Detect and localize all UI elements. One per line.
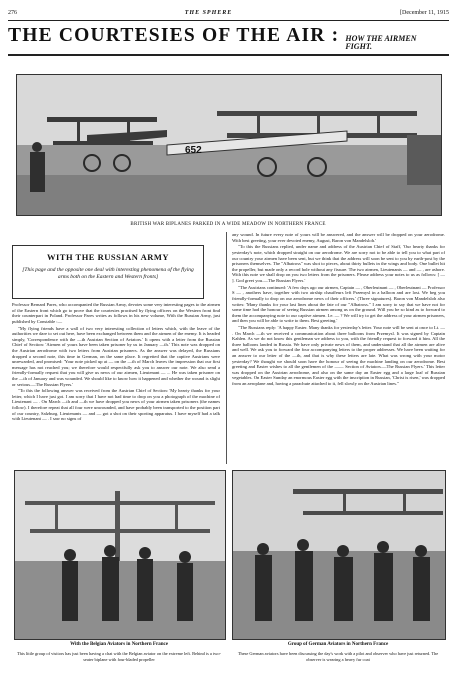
masthead: THE SPHERE <box>184 10 233 16</box>
column-divider <box>226 232 227 464</box>
page-number: 276 <box>8 10 17 16</box>
bottom-right-photo <box>232 470 446 640</box>
top-photo-caption: BRITISH WAR BIPLANES PARKED IN A WIDE MEADOW IN NORTHERN FRANCE <box>130 222 326 227</box>
left-column <box>12 302 220 462</box>
left-paragraph-2: "My flying friends have a wall of two very interesting collection of letters which, with the leave of the authorities we dare to set out here, have been exchanged between them and the airmen of the enemy. It is headed simply, 'Correspondence with the —th Austrian Section of Aviators.' It opens with a letter from the Russian Chief of Section: 'Airmen of yours have been taken prisoner by us in January —th.' This note was dropped on the Austrian aerodrome with two letters from Austrian prisoners. As the answer was delayed, the Russians dropped a second note, this time in German, on the same place. It regretted that the captive Austrians were unrewarded, and promised: 'Your note picked up at — on the —th of March leaves the impression that our first message has not reached you; we therefore would respectfully ask you to answer our note. We also send a friendly-formally request that you will give us news of our airmen, Lieutenant — ... He was taken prisoner on the —th of January and was wounded. We should like to know how it happened and whether the wound is slight or serious.—The Russian Flyers.' <box>12 325 220 387</box>
right-paragraph-3: "The Austrians continued: 'A few days ago our airmen, Captain — , Oberleutnant — , Oberleutnant — Professor S — , anothers have, together with two airship chauffeurs left Przemysl in a balloon and are lost. We beg you friendly-formally to drop on our aerodrome news of their officers.' (Three signatures). Baron von Mandelsloh also writes: 'Many thanks for your last lines about the fate of our "Albatross." I am sorry to say that we have not for some time had the honour of seeing Russian airmen among us on the ground. Will you be so kind as to forward to them the accompanying note to our captive airmen. I.e. — ? We will try to get the address of your airmen prisoners, and then you will be able to write to them. Best greeting.' <box>232 284 445 324</box>
issue-date: [December 11, 1915 <box>400 10 449 16</box>
left-paragraph-3: "To this the following answer was received from the Austrian Chief of Section: 'My hearty thanks for your letter, which I have just got. I am sorry that I have not had time to drop on you a photograph of the machine of Lieutenant — . On March —th and —th we have dropped you news of your airmen taken prisoners (the names follow). I therefore repeat that all four were unwounded, and have probably been transported to the position part of our country, Salzburg. Lieutenants — and — got a shot on their sporting apparatus. I have myself had a talk with Lieutenant — . I saw no signs of <box>12 388 220 422</box>
bottom-right-title: Group of German Aviators in Northern France <box>287 642 389 647</box>
bottom-left-photo <box>14 470 226 640</box>
headline-main: THE COURTESIES OF THE AIR : <box>8 25 340 46</box>
bottom-right-caption: These German aviators have been discussing the day's work with a pilot and observer who have just returned. The observer is wearing a heavy fur coat <box>237 651 439 662</box>
german-aviators-photo-illustration <box>233 471 445 639</box>
header-rule <box>8 20 449 21</box>
belgian-aviators-photo-illustration <box>15 471 225 639</box>
bottom-left-caption: This little group of visitors has just been having a chat with the Belgian aviator on the extreme left. Behind is a two-seater biplane with four-bladed propeller <box>17 651 221 662</box>
left-paragraph-1: Professor Bernard Pares, who accompanied the Russian Army, devotes some very interesting pages to the airmen of the Eastern front which go to prove that the courtesies practised by flying officers on the Western front find their counterpart in Poland. Professor Pares writes as follows in his new volume, With the Russian Army, just published by Constable :— <box>12 302 220 324</box>
top-photo <box>16 74 442 216</box>
section-title: WITH THE RUSSIAN ARMY <box>46 252 170 262</box>
headline-rule <box>8 54 449 56</box>
right-paragraph-2: "To this the Russians replied, under name and address of the Austrian Chief of Staff, 'Our hearty thanks for yesterday's note, which dropped straight on our aerodrome. We are sorry not to be able to tell you to what part of our country your airmen have been sent, but we think that the address will soon be sent to you by earth-post by the prisoners themselves. The "Albatross" was shot to pieces, about thirty bullets in the wings and body. One bullet hit the propeller, but made only a record hole without any fissure. The two airmen, Lieutenants — and — , are ashore. With this note we shall drop on you two letters from the prisoners. Please address your notes to us as follows: [ — ]. God greet you.—The Russian Flyers.' <box>232 244 445 283</box>
right-paragraph-1: any wound. In future every note of yours will be answered, and the answer will be dropped on your aerodrome. With best greeting, your ever devoted enemy, August, Baron von Mandelsloh.' <box>232 232 445 243</box>
svg-text:652: 652 <box>185 145 202 156</box>
right-paragraph-4: "The Russians reply: 'A happy Easter. Many thanks for yesterday's letter. Your note will be sent at once to Lt. — . On March —th we received a communication about three balloons from Przemysl. It was signed by Captain Kahlen. As we do not know this gentleman we address to you, with the friendly request to forward it him. All the three balloons landed in Russia. We have only private news of them, and understand that all the airmen are alive and well. We ask you to forward the four accompanying letters to the proper addresses. We have been waiting for an answer to our letter of the —th, and that is why these letters are late. What was wrong with your motor yesterday? We thought we should soon have the honour of seeing the machine landing on our aerodrome. Best greeting and Easter wishes to all the gentlemen of the —— Section of Aviators.—The Russian Flyers.' This letter was dropped on the Austrian aerodrome, and also on the same day an Easter egg and a large loaf of Russian vegetables. On Easter Sunday an enormous Easter egg with the inscription in Russian, 'Christ is risen,' was dropped from an aeroplane and, having a parachute attached to it, fell slowly on the Austrian lines." <box>232 325 445 386</box>
running-header <box>8 8 449 18</box>
section-note: [This page and the opposite one deal with interesting phenomena of the flying arms both on the Eastern and Western fronts] <box>22 267 194 280</box>
biplanes-photo-illustration <box>17 75 441 215</box>
headline <box>8 25 449 51</box>
section-box <box>12 245 204 299</box>
bottom-left-title: With the Belgian Aviators in Northern France <box>70 642 168 647</box>
headline-sub: HOW THE AIRMEN FIGHT. <box>345 34 417 51</box>
right-column <box>232 232 445 464</box>
